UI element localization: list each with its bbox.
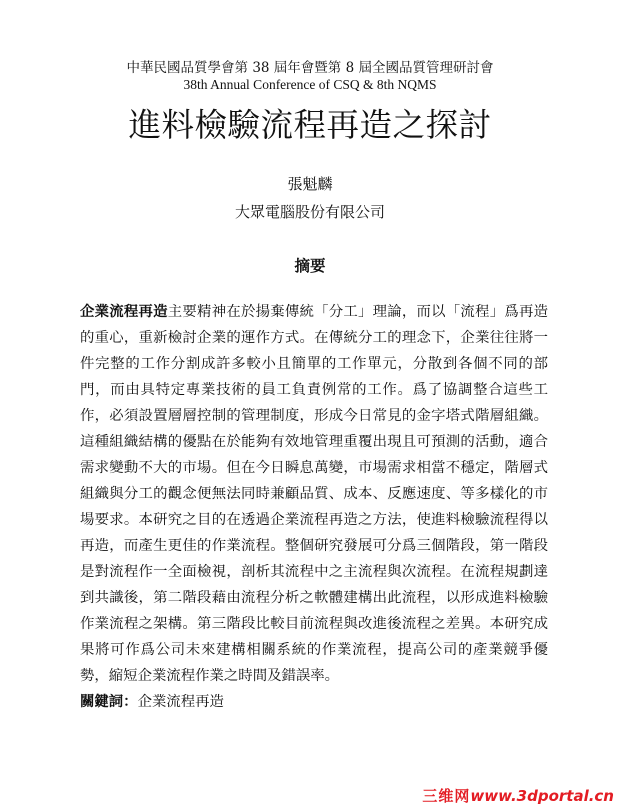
abstract-line: 需求變動不大的市場。但在今日瞬息萬變，市場需求相當不穩定，階層式 <box>80 460 548 476</box>
abstract-line: 場要求。本研究之目的在透過企業流程再造之方法，使進料檢驗流程得以 <box>80 512 548 528</box>
abstract-line <box>80 299 548 325</box>
watermark-url: www.3dportal.cn <box>470 787 614 805</box>
author-name: 張魁麟 <box>287 175 333 193</box>
abstract-line: 是對流程作一全面檢視，剖析其流程中之主流程與次流程。在流程規劃達 <box>80 564 548 580</box>
keywords-value: 企業流程再造 <box>137 694 224 710</box>
abstract-line: 勢，縮短企業流程作業之時間及錯誤率。 <box>80 668 340 684</box>
abstract-line: 到共識後，第二階段藉由流程分析之軟體建構出此流程，以形成進料檢驗 <box>80 590 548 606</box>
keywords-line <box>80 689 548 715</box>
abstract-line: 這種組織結構的優點在於能夠有效地管理重覆出現且可預測的活動，適合 <box>80 434 548 450</box>
abstract-body <box>80 299 548 715</box>
abstract-line: 作，必須設置層層控制的管理制度，形成今日常見的金字塔式階層組織。 <box>80 408 548 424</box>
abstract-line: 果將可作爲公司未來建構相關系統的作業流程，提高公司的產業競爭優 <box>80 642 548 658</box>
conference-name-en: 38th Annual Conference of CSQ & 8th NQMS <box>183 77 437 92</box>
abstract-line-text: 主要精神在於揚棄傳統「分工」理論，而以「流程」爲再造 <box>167 304 548 320</box>
abstract-line: 作業流程之架構。第三階段比較目前流程與改進後流程之差異。本研究成 <box>80 616 548 632</box>
watermark-brand: 三维网 <box>422 787 471 805</box>
keywords-label: 關鍵詞： <box>80 693 138 710</box>
abstract-lead-term: 企業流程再造 <box>80 303 168 320</box>
conference-name-zh: 中華民國品質學會第 38 屆年會暨第 8 屆全國品質管理研討會 <box>126 60 494 76</box>
watermark <box>398 786 614 806</box>
abstract-line: 門，而由具特定專業技術的員工負責例常的工作。爲了協調整合這些工 <box>80 382 548 398</box>
abstract-heading: 摘要 <box>294 256 326 275</box>
paper-title: 進料檢驗流程再造之探討 <box>128 106 492 144</box>
abstract-line: 件完整的工作分割成許多較小且簡單的工作單元，分散到各個不同的部 <box>80 356 548 372</box>
abstract-line: 組織與分工的觀念便無法同時兼顧品質、成本、反應速度、等多樣化的市 <box>80 486 548 502</box>
abstract-line: 再造，而產生更佳的作業流程。整個研究發展可分爲三個階段，第一階段 <box>80 538 548 554</box>
abstract-line: 的重心，重新檢討企業的運作方式。在傳統分工的理念下，企業往往將一 <box>80 330 548 346</box>
author-affiliation: 大眾電腦股份有限公司 <box>234 203 385 221</box>
